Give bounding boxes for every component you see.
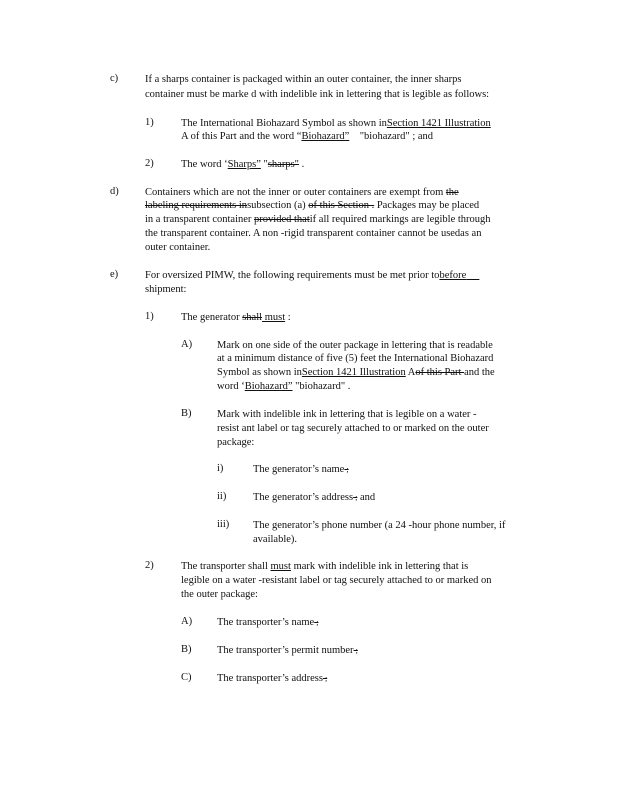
item-c1-line-2 [181,130,433,143]
text: . [298,159,305,170]
item-d-line-1 [145,186,459,199]
text: : [285,312,291,323]
item-d-label: d) [110,186,119,197]
item-e-line-1 [145,269,479,282]
text: word ‘ [217,381,245,392]
item-e1B-line-3: package: [217,437,255,448]
deleted-text: of this Part [415,367,465,378]
deleted-text: provided that [254,214,310,225]
item-c-line-1: If a sharps container is packaged within an outer container, the inner sharps [145,74,462,85]
item-d-line-4: the transparent container. A non -rigid transparent container cannot be usedas an [145,228,482,239]
text: The transporter’s permit number [217,645,354,656]
item-c1-label: 1) [145,117,154,128]
deleted-text: ; [344,465,349,474]
deleted-text: sharps" [267,159,299,170]
item-e2-label: 2) [145,560,154,571]
item-e1A-line-4 [217,380,350,393]
item-c2-label: 2) [145,158,154,169]
text: subsection (a) [247,200,309,211]
item-e1Biii-label: iii) [217,519,230,530]
text: Containers which are not the inner or outer containers are exempt from [145,187,446,198]
text: "biohazard" . [292,381,351,392]
item-e1Bii-line [253,491,375,504]
item-e2A-line [217,616,318,629]
inserted-text: must [270,561,291,572]
inserted-text: Sharps” [227,159,261,170]
text: Symbol as shown in [217,367,302,378]
deleted-text: ; [353,493,358,502]
text: The transporter’s address [217,673,323,684]
text: A of this Part and the word “ [181,131,302,142]
text: Packages may be placed [374,200,480,211]
item-e2C-line [217,672,327,685]
item-c-label: c) [110,73,119,84]
text: The generator [181,312,243,323]
item-e2-line-2: legible on a water -resistant label or tag securely attached to or marked on [181,575,492,586]
text: The International Biohazard Symbol as shown in [181,118,387,129]
text: For oversized PIMW, the following requirements must be met prior to [145,270,440,281]
item-e1Bii-label: ii) [217,491,227,502]
item-e2C-label: C) [181,672,192,683]
inserted-text: must [262,312,286,323]
text: The word ‘ [181,159,228,170]
item-e1A-line-3 [217,366,495,379]
item-e1A-label: A) [181,339,193,350]
item-d-line-2 [145,199,479,212]
item-e1B-line-2: resist ant label or tag securely attached to or marked on the outer [217,423,489,434]
item-e2B-line [217,644,358,657]
item-e2-line-1 [181,560,468,573]
item-e1B-line-1: Mark with indelible ink in lettering that is legible on a water - [217,409,477,420]
item-e2A-label: A) [181,616,193,627]
deleted-text: of this Section . [308,200,375,211]
deleted-text: shall [242,312,263,323]
text: and the [464,367,495,378]
item-c-line-2: container must be marke d with indelible ink in lettering that is legible as follows: [145,89,490,100]
text: " [260,159,268,170]
text: The generator’s address [253,492,354,503]
deleted-text: ; [314,618,319,627]
item-e1-label: 1) [145,311,154,322]
inserted-text: Biohazard” [244,381,293,392]
deleted-text: the [445,187,459,198]
deleted-text: labeling requirements in [145,200,248,211]
deleted-text: ; [353,646,358,655]
item-e-label: e) [110,269,119,280]
text: mark with indelible ink in lettering that is [290,561,469,572]
item-e1A-line-1: Mark on one side of the outer package in lettering that is readable [217,340,493,351]
item-e1-line [181,311,291,324]
item-c1-line-1 [181,117,491,130]
inserted-text: Biohazard” [301,131,350,142]
text: if all required markings are legible through [309,214,491,225]
item-e1A-line-2: at a minimum distance of five (5) feet the International Biohazard [217,353,494,364]
item-e1Bi-line [253,463,349,476]
text: The transporter’s name [217,617,315,628]
item-e2B-label: B) [181,644,192,655]
text: A [405,367,416,378]
text: and [357,492,376,503]
text: The generator’s name [253,464,345,475]
inserted-text: before [439,270,467,281]
item-d-line-5: outer container. [145,242,211,253]
text: in a transparent container [145,214,255,225]
item-e1B-label: B) [181,408,192,419]
text: The transporter shall [181,561,271,572]
item-e1Biii-line-2: available). [253,534,298,545]
inserted-text: Section 1421 Illustration [386,118,491,129]
deleted-text: ; [322,674,328,683]
item-e-line-2: shipment: [145,284,187,295]
item-e2-line-3: the outer package: [181,589,258,600]
item-e1Bi-label: i) [217,463,224,474]
item-c2-line [181,158,304,171]
item-e1Biii-line-1: The generator’s phone number (a 24 -hour phone number, if [253,520,506,531]
text: "biohazard" ; and [359,131,434,142]
inserted-text: Section 1421 Illustration [301,367,406,378]
item-d-line-3 [145,213,491,226]
